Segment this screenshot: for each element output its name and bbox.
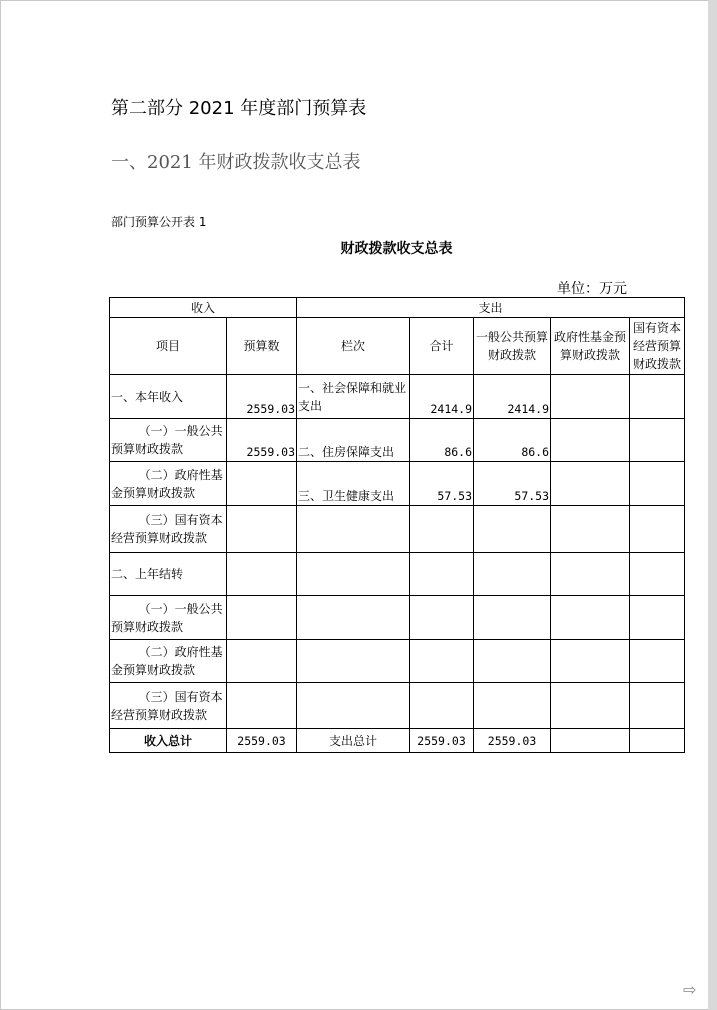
row-item: （一）一般公共预算财政拨款 xyxy=(110,419,227,462)
row-general xyxy=(474,640,551,683)
unit-label: 单位：万元 xyxy=(557,281,627,297)
row-fund xyxy=(551,462,630,506)
header-total: 合计 xyxy=(410,318,474,375)
row-budget xyxy=(227,506,297,553)
row-total xyxy=(410,596,474,640)
row-general xyxy=(474,596,551,640)
row-column xyxy=(297,640,410,683)
row-budget xyxy=(227,596,297,640)
table-row xyxy=(110,553,685,596)
table-row xyxy=(110,640,685,683)
row-item: 二、上年结转 xyxy=(110,553,227,596)
expense-total-value: 2559.03 xyxy=(410,729,474,753)
row-budget: 2559.03 xyxy=(227,375,297,419)
row-fund xyxy=(551,596,630,640)
table-row xyxy=(110,683,685,729)
row-state xyxy=(630,553,685,596)
row-total xyxy=(410,506,474,553)
expense-state-total xyxy=(630,729,685,753)
header-item: 项目 xyxy=(110,318,227,375)
row-total: 86.6 xyxy=(410,419,474,462)
row-budget: 2559.03 xyxy=(227,419,297,462)
expense-fund-total xyxy=(551,729,630,753)
expense-general-total: 2559.03 xyxy=(474,729,551,753)
row-item: （一）一般公共预算财政拨款 xyxy=(110,596,227,640)
column-header-row xyxy=(110,318,685,375)
row-column xyxy=(297,596,410,640)
header-state: 国有资本经营预算财政拨款 xyxy=(630,318,685,375)
row-state xyxy=(630,596,685,640)
row-budget xyxy=(227,640,297,683)
row-general xyxy=(474,506,551,553)
row-general: 57.53 xyxy=(474,462,551,506)
row-state xyxy=(630,375,685,419)
row-column: 一、社会保障和就业支出 xyxy=(297,375,410,419)
table-row xyxy=(110,462,685,506)
row-item: 一、本年收入 xyxy=(110,375,227,419)
row-column: 三、卫生健康支出 xyxy=(297,462,410,506)
section-title: 第二部分 2021 年度部门预算表 xyxy=(111,98,367,119)
row-state xyxy=(630,506,685,553)
row-total xyxy=(410,683,474,729)
row-item: （二）政府性基金预算财政拨款 xyxy=(110,640,227,683)
table-row xyxy=(110,419,685,462)
row-total: 2414.9 xyxy=(410,375,474,419)
budget-table xyxy=(109,297,685,753)
table-row xyxy=(110,596,685,640)
expense-total-label: 支出总计 xyxy=(297,729,410,753)
row-general: 2414.9 xyxy=(474,375,551,419)
row-item: （三）国有资本经营预算财政拨款 xyxy=(110,506,227,553)
expense-group-header: 支出 xyxy=(297,298,685,318)
arrow-right-icon[interactable]: ⇨ xyxy=(683,980,697,999)
row-budget xyxy=(227,462,297,506)
income-total-value: 2559.03 xyxy=(227,729,297,753)
row-fund xyxy=(551,375,630,419)
table-row xyxy=(110,375,685,419)
row-budget xyxy=(227,683,297,729)
group-header-row xyxy=(110,298,685,318)
income-total-label: 收入总计 xyxy=(110,729,227,753)
row-fund xyxy=(551,683,630,729)
header-column: 栏次 xyxy=(297,318,410,375)
row-budget xyxy=(227,553,297,596)
row-state xyxy=(630,683,685,729)
row-column xyxy=(297,683,410,729)
totals-row xyxy=(110,729,685,753)
scrollbar[interactable] xyxy=(708,0,717,1010)
row-fund xyxy=(551,506,630,553)
row-item: （二）政府性基金预算财政拨款 xyxy=(110,462,227,506)
income-group-header: 收入 xyxy=(110,298,297,318)
subsection-title: 一、2021 年财政拨款收支总表 xyxy=(111,152,361,173)
row-item: （三）国有资本经营预算财政拨款 xyxy=(110,683,227,729)
row-total: 57.53 xyxy=(410,462,474,506)
row-general xyxy=(474,683,551,729)
row-fund xyxy=(551,419,630,462)
row-state xyxy=(630,419,685,462)
table-title: 财政拨款收支总表 xyxy=(340,241,453,257)
row-state xyxy=(630,640,685,683)
row-state xyxy=(630,462,685,506)
header-general: 一般公共预算财政拨款 xyxy=(474,318,551,375)
row-column: 二、住房保障支出 xyxy=(297,419,410,462)
row-fund xyxy=(551,553,630,596)
table-row xyxy=(110,506,685,553)
table-code: 部门预算公开表 1 xyxy=(111,215,207,229)
row-total xyxy=(410,640,474,683)
row-total xyxy=(410,553,474,596)
row-general xyxy=(474,553,551,596)
row-general: 86.6 xyxy=(474,419,551,462)
row-column xyxy=(297,506,410,553)
row-fund xyxy=(551,640,630,683)
row-column xyxy=(297,553,410,596)
header-fund: 政府性基金预算财政拨款 xyxy=(551,318,630,375)
header-budget: 预算数 xyxy=(227,318,297,375)
